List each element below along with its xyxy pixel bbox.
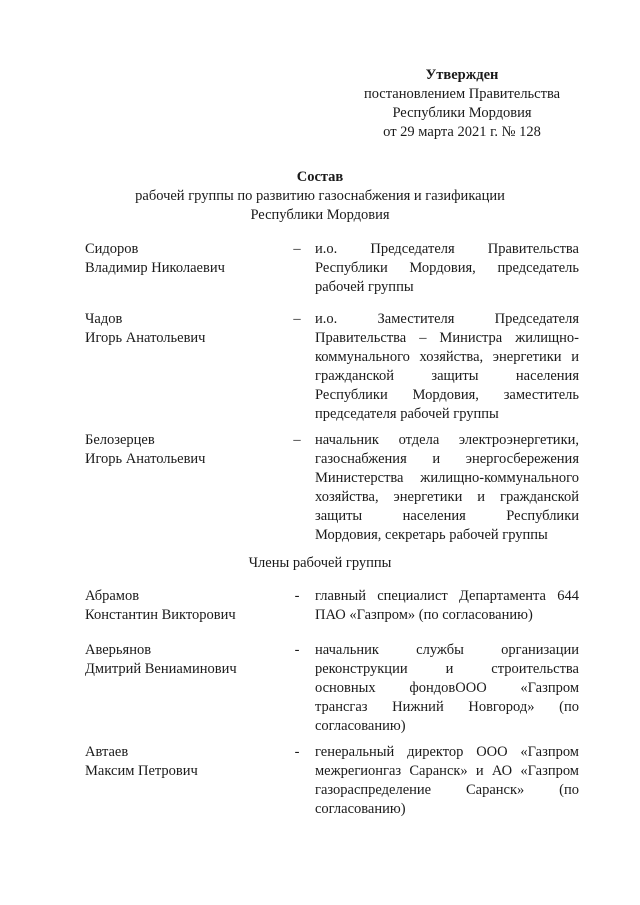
person-given-names: Игорь Анатольевич bbox=[85, 330, 206, 346]
role-line: межрегионгаз Саранск» и АО «Газпром bbox=[315, 763, 579, 779]
role-line: Министерства жилищно-коммунального bbox=[315, 470, 579, 486]
role-line: Правительства – Министра жилищно- bbox=[315, 330, 579, 346]
separator-dash: – bbox=[293, 241, 301, 257]
role-line: главный специалист Департамента 644 bbox=[315, 588, 579, 604]
role-line: и.о. Заместителя Председателя bbox=[315, 311, 579, 327]
person-surname: Абрамов bbox=[85, 588, 140, 604]
title-line-2: Республики Мордовия bbox=[250, 207, 390, 223]
person-surname: Аверьянов bbox=[85, 642, 152, 658]
approval-heading: Утвержден bbox=[425, 67, 499, 83]
role-line: хозяйства, энергетики и гражданской bbox=[315, 489, 579, 505]
role-line: согласованию) bbox=[315, 801, 406, 817]
person-role bbox=[315, 240, 579, 297]
person-role bbox=[315, 310, 579, 424]
person-role bbox=[315, 431, 579, 545]
role-line: ПАО «Газпром» (по согласованию) bbox=[315, 607, 533, 623]
approval-line-1: постановлением Правительства bbox=[363, 86, 561, 102]
person-surname: Белозерцев bbox=[85, 432, 155, 448]
person-surname: Сидоров bbox=[85, 241, 139, 257]
separator-dash: - bbox=[294, 642, 300, 658]
separator-dash: - bbox=[294, 744, 300, 760]
role-line: согласованию) bbox=[315, 718, 406, 734]
approval-line-2: Республики Мордовия bbox=[392, 105, 532, 121]
approval-line-3: от 29 марта 2021 г. № 128 bbox=[383, 124, 541, 140]
role-line: начальник отдела электроэнергетики, bbox=[315, 432, 579, 448]
role-line: газораспределение Саранск» (по bbox=[315, 782, 579, 798]
person-name bbox=[85, 743, 285, 781]
person-role bbox=[315, 587, 579, 625]
person-given-names: Владимир Николаевич bbox=[85, 260, 225, 276]
role-line: трансгаз Нижний Новгород» (по bbox=[315, 699, 579, 715]
role-line: генеральный директор ООО «Газпром bbox=[315, 744, 579, 760]
role-line: коммунального хозяйства, энергетики и bbox=[315, 349, 579, 365]
person-given-names: Константин Викторович bbox=[85, 607, 236, 623]
person-given-names: Максим Петрович bbox=[85, 763, 198, 779]
role-line: Республики Мордовия, заместитель bbox=[315, 387, 579, 403]
person-surname: Чадов bbox=[85, 311, 123, 327]
person-role bbox=[315, 743, 579, 819]
person-role bbox=[315, 641, 579, 736]
separator-dash: - bbox=[294, 588, 300, 604]
person-name bbox=[85, 587, 285, 625]
role-line: основных фондовООО «Газпром bbox=[315, 680, 579, 696]
separator-dash: – bbox=[293, 432, 301, 448]
members-heading: Члены рабочей группы bbox=[248, 555, 392, 571]
person-name bbox=[85, 641, 285, 679]
person-name bbox=[85, 310, 285, 348]
role-line: защиты населения Республики bbox=[315, 508, 579, 524]
role-line: начальник службы организации bbox=[315, 642, 579, 658]
person-given-names: Дмитрий Вениаминович bbox=[85, 661, 237, 677]
person-name bbox=[85, 431, 285, 469]
role-line: гражданской защиты населения bbox=[315, 368, 579, 384]
separator-dash: – bbox=[293, 311, 301, 327]
role-line: и.о. Председателя Правительства bbox=[315, 241, 579, 257]
role-line: рабочей группы bbox=[315, 279, 414, 295]
document-title bbox=[0, 168, 640, 225]
title-heading: Состав bbox=[296, 169, 344, 185]
person-given-names: Игорь Анатольевич bbox=[85, 451, 206, 467]
title-line-1: рабочей группы по развитию газоснабжения и газификации bbox=[135, 188, 505, 204]
role-line: Республики Мордовия, председатель bbox=[315, 260, 579, 276]
role-line: газоснабжения и энергосбережения bbox=[315, 451, 579, 467]
role-line: Мордовия, секретарь рабочей группы bbox=[315, 527, 548, 543]
person-name bbox=[85, 240, 285, 278]
person-surname: Автаев bbox=[85, 744, 129, 760]
approval-stamp bbox=[362, 66, 562, 142]
role-line: председателя рабочей группы bbox=[315, 406, 499, 422]
role-line: реконструкции и строительства bbox=[315, 661, 579, 677]
